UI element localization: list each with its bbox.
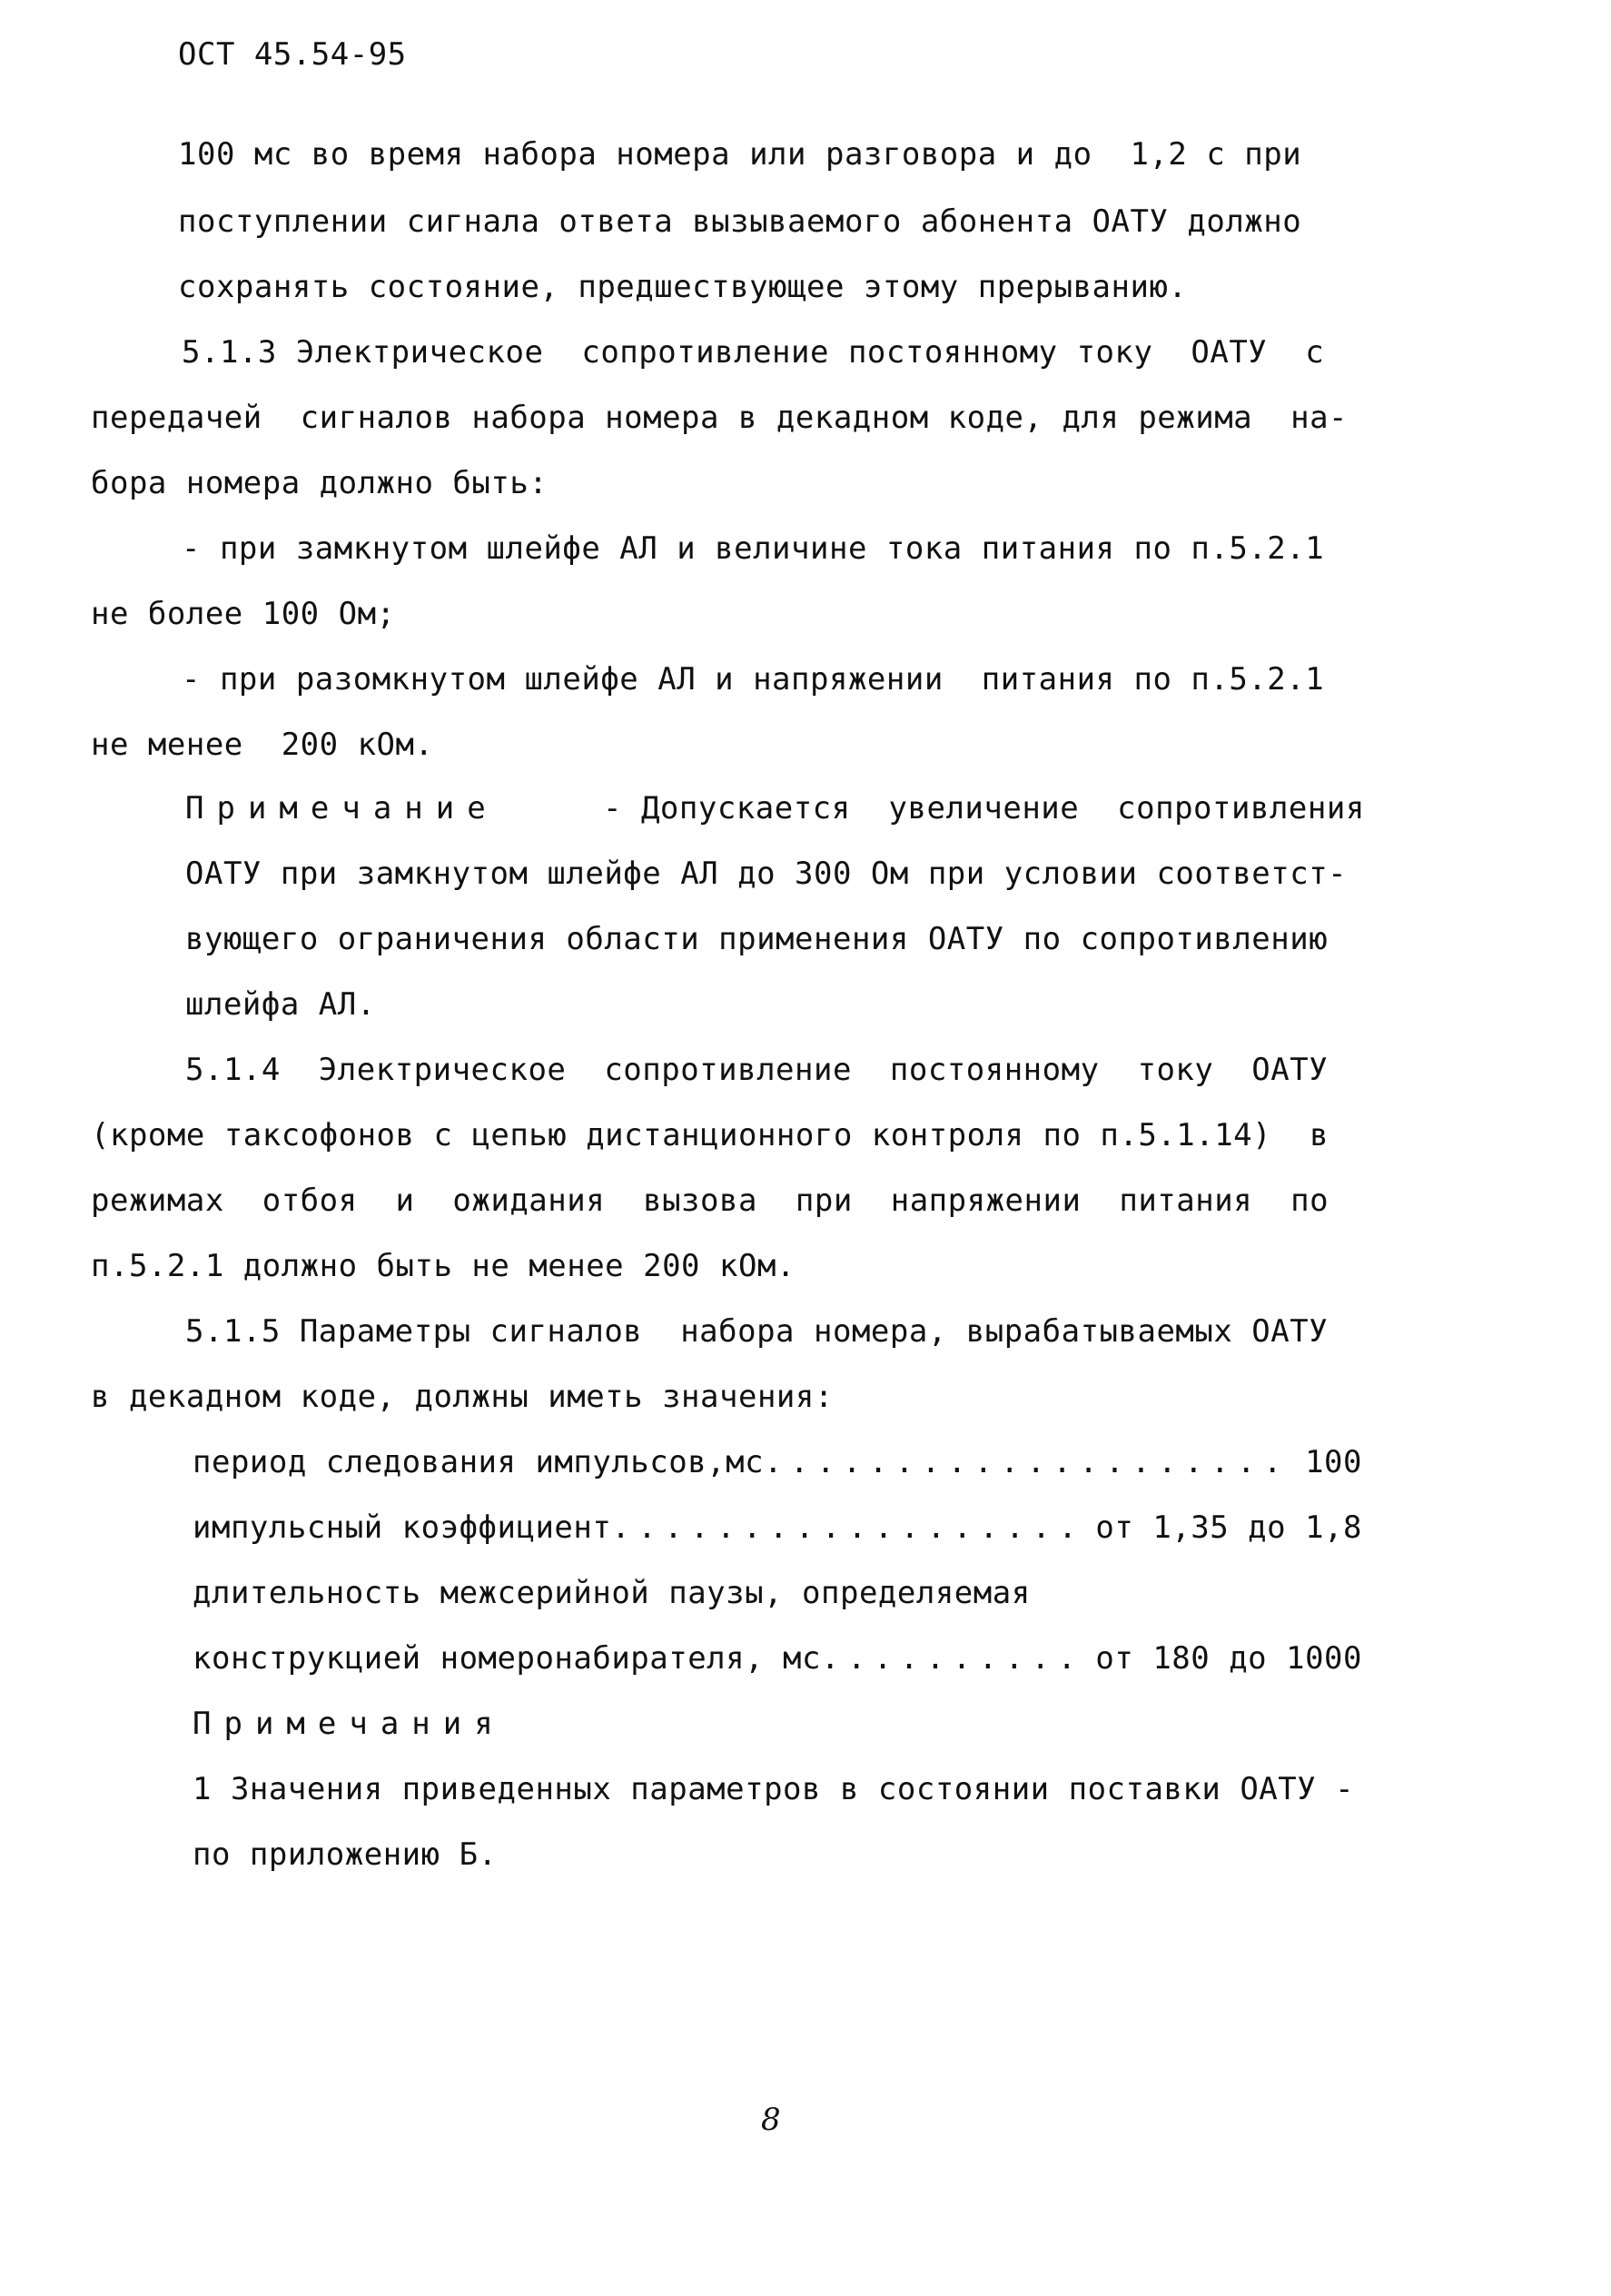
param-row xyxy=(193,1508,1362,1548)
dot-leader xyxy=(611,1508,1079,1548)
param-label: длительность межсерийной паузы, определяемая xyxy=(193,1575,1031,1611)
dot-leader xyxy=(821,1638,1079,1678)
text-line: (кроме таксофонов с цепью дистанционного контроля по п.5.1.14) в xyxy=(91,1117,1329,1153)
note-item: 1 Значения приведенных параметров в состоянии поставки ОАТУ - xyxy=(193,1771,1355,1807)
text-line: не более 100 Ом; xyxy=(91,596,396,632)
param-row xyxy=(193,1638,1362,1678)
param-value: 100 xyxy=(1305,1444,1362,1480)
text-line: в декадном коде, должны иметь значения: xyxy=(91,1379,834,1415)
param-value: от 1,35 до 1,8 xyxy=(1095,1509,1362,1546)
list-item: - при разомкнутом шлейфе АЛ и напряжении питания по п.5.2.1 xyxy=(182,661,1325,698)
note-text: вующего ограничения области применения ОАТУ по сопротивлению xyxy=(185,921,1329,957)
clause-5-1-4: 5.1.4 Электрическое сопротивление постоянному току ОАТУ xyxy=(185,1052,1329,1088)
text-line: режимах отбоя и ожидания вызова при напряжении питания по xyxy=(91,1183,1329,1219)
text-line: сохранять состояние, предшествующее этому прерыванию. xyxy=(178,269,1188,305)
param-label: конструкцией номеронабирателя, мс xyxy=(193,1640,822,1677)
page-number: 8 xyxy=(761,2102,781,2138)
note-item: по приложению Б. xyxy=(193,1836,498,1873)
text-line: передачей сигналов набора номера в декадном коде, для режима на- xyxy=(91,400,1349,436)
list-item: - при замкнутом шлейфе АЛ и величине тока питания по п.5.2.1 xyxy=(182,530,1325,567)
clause-5-1-5: 5.1.5 Параметры сигналов набора номера, вырабатываемых ОАТУ xyxy=(185,1313,1329,1350)
param-label: импульсный коэффициент xyxy=(193,1509,612,1546)
note-text: ОАТУ при замкнутом шлейфе АЛ до 300 Ом при условии соответст- xyxy=(185,856,1348,892)
note-text: - Допускается увеличение сопротивления xyxy=(603,790,1365,826)
text-line: бора номера должно быть: xyxy=(91,465,549,501)
note-text: шлейфа АЛ. xyxy=(185,986,376,1023)
text-line: п.5.2.1 должно быть не менее 200 кОм. xyxy=(91,1248,796,1284)
document-code-header: ОСТ 45.54-95 xyxy=(178,36,407,73)
note-title: Примечание xyxy=(185,790,499,826)
text-line: поступлении сигнала ответа вызываемого абонента ОАТУ должно xyxy=(178,203,1302,240)
clause-5-1-3: 5.1.3 Электрическое сопротивление постоянному току ОАТУ с xyxy=(182,334,1325,371)
param-label: период следования импульсов,мс xyxy=(193,1444,765,1480)
text-line: 100 мс во время набора номера или разговора и до 1,2 с при xyxy=(178,136,1302,173)
dot-leader xyxy=(764,1442,1289,1482)
param-value: от 180 до 1000 xyxy=(1095,1640,1362,1677)
notes-title: Примечания xyxy=(193,1706,506,1742)
param-row xyxy=(193,1442,1362,1482)
text-line: не менее 200 кОм. xyxy=(91,727,434,763)
